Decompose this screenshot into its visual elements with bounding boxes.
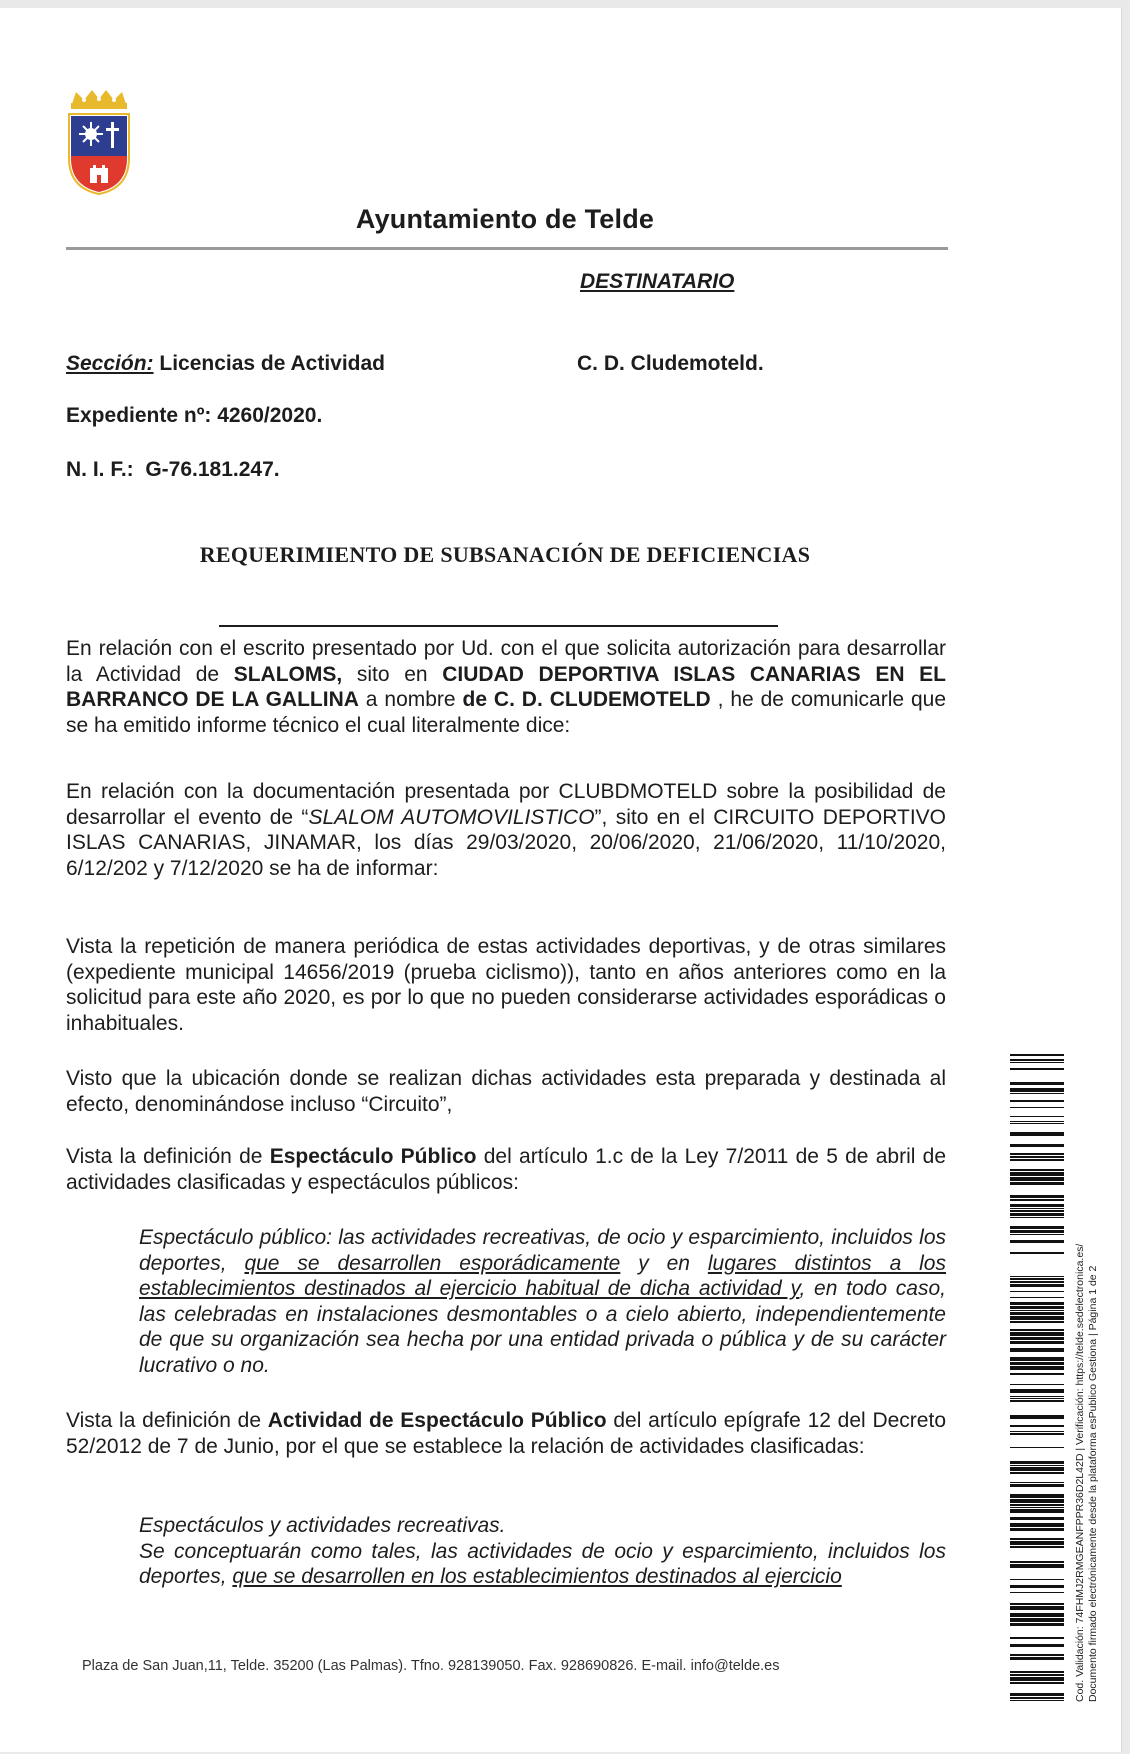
- file-number-value: 4260/2020.: [217, 404, 323, 427]
- nif-row: [66, 458, 280, 482]
- validation-line-1: Cod. Validación: 74FHMJ2RMGEANFPPR36D2L42D | Verificación: https://telde.sedelectronica.es/: [1074, 1243, 1086, 1702]
- paragraph-definition-law: Vista la definición de Espectáculo Público del artículo 1.c de la Ley 7/2011 de 5 de abril de actividades clasificadas y espectáculos públicos:: [66, 1145, 946, 1194]
- validation-line-2: Documento firmado electrónicamente desde la plataforma esPublico Gestiona | Página 1 de 2: [1087, 1265, 1099, 1702]
- quote-decree-definition: Espectáculos y actividades recreativas. Se conceptuarán como tales, las actividades de ocio y esparcimiento, incluidos los deportes, que se desarrollen en los establecimientos destinados al ejercicio: [139, 1514, 946, 1588]
- file-number-label: Expediente nº:: [66, 404, 212, 427]
- footer-address: Plaza de San Juan,11, Telde. 35200 (Las Palmas). Tfno. 928139050. Fax. 928690826. E-mail. info@telde.es: [82, 1658, 780, 1674]
- document-page: [0, 8, 1122, 1752]
- recipient-label: DESTINATARIO: [580, 270, 735, 293]
- paragraph-definition-decree: Vista la definición de Actividad de Espectáculo Público del artículo epígrafe 12 del Decreto 52/2012 de 7 de Junio, por el que se establece la relación de actividades clasificadas:: [66, 1409, 946, 1458]
- paragraph-location: Visto que la ubicación donde se realizan dichas actividades esta preparada y destinada al efecto, denominándose incluso “Circuito”,: [66, 1067, 946, 1116]
- paragraph-request: En relación con el escrito presentado por Ud. con el que solicita autorización para desarrollar la Actividad de SLALOMS, sito en CIUDAD DEPORTIVA ISLAS CANARIAS EN EL BARRANCO DE LA GALLINA a nombre de C. D. CLUDEMOTELD , he de comunicarle que se ha emitido informe técnico el cual literalmente dice:: [66, 637, 947, 737]
- document-title: REQUERIMIENTO DE SUBSANACIÓN DE DEFICIENCIAS: [199, 542, 811, 567]
- paragraph-repetition: Vista la repetición de manera periódica de estas actividades deportivas, y de otras similares (expediente municipal 14656/2019 (prueba ciclismo)), tanto en años anteriores como en la solicitud para este año 2020, es por lo que no pueden considerarse actividades esporádicas o inhabituales.: [66, 935, 946, 1035]
- validation-text: [1074, 1062, 1100, 1702]
- nif-value: G-76.181.247.: [145, 458, 280, 481]
- section-label: Sección:: [66, 352, 154, 375]
- organization-name: Ayuntamiento de Telde: [355, 204, 655, 234]
- recipient-name: C. D. Cludemoteld.: [577, 352, 764, 375]
- section-value: Licencias de Actividad: [159, 352, 386, 375]
- header-divider: [66, 247, 948, 250]
- section-row: [66, 352, 385, 376]
- nif-label: N. I. F.:: [66, 458, 134, 481]
- file-number-row: [66, 404, 322, 428]
- paragraph-report: En relación con la documentación presentada por CLUBDMOTELD sobre la posibilidad de desarrollar el evento de “SLALOM AUTOMOVILISTICO”, sito en el CIRCUITO DEPORTIVO ISLAS CANARIAS, JINAMAR, los días 29/03/2020, 20/06/2020, 21/06/2020, 11/10/2020, 6/12/202 y 7/12/2020 se ha de informar:: [66, 780, 947, 880]
- telde-coat-of-arms-icon: [66, 88, 132, 198]
- quote-law-definition: Espectáculo público: las actividades recreativas, de ocio y esparcimiento, incluidos los deportes, que se desarrollen esporádicamente y en lugares distintos a los establecimientos destinados al ejercicio habitual de dicha actividad y, en todo caso, las celebradas en instalaciones desmontables o a cielo abierto, independientemente de que su organización sea hecha por una entidad privada o pública y de su carácter lucrativo o no.: [139, 1226, 946, 1377]
- title-divider: [219, 625, 778, 627]
- validation-barcode-icon: [1010, 1054, 1064, 1702]
